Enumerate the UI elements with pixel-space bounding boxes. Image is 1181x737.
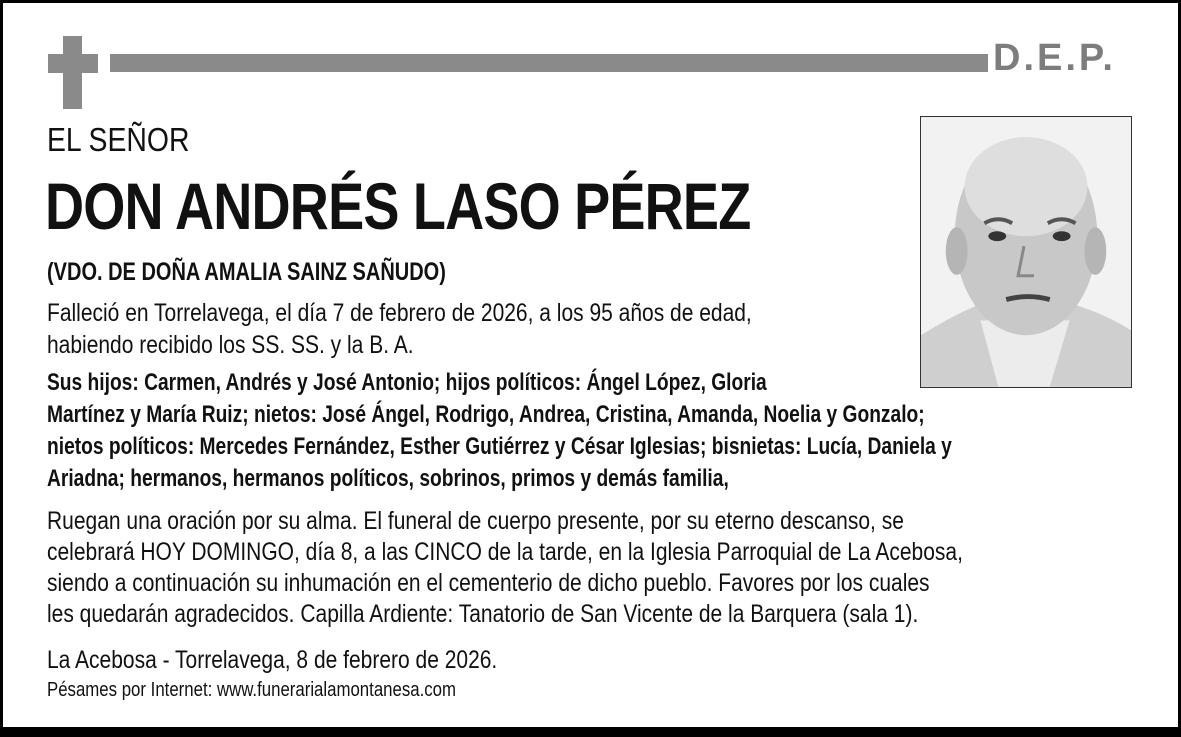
family-line: Ariadna; hermanos, hermanos políticos, sobrinos, primos y demás familia,: [47, 465, 729, 492]
family-line: Sus hijos: Carmen, Andrés y José Antonio; hijos políticos: Ángel López, Gloria: [47, 369, 767, 396]
place-date: La Acebosa - Torrelavega, 8 de febrero de 2026.: [47, 646, 498, 674]
cross-icon-arm: [48, 54, 98, 73]
header-divider-bar: [110, 54, 988, 72]
family-line: nietos políticos: Mercedes Fernández, Esther Gutiérrez y César Iglesias; bisnietas: Lucía, Daniela y: [47, 433, 952, 460]
funeral-line: celebrará HOY DOMINGO, día 8, a las CINCO de la tarde, en la Iglesia Parroquial de La Acebosa,: [47, 538, 963, 566]
deceased-name: DON ANDRÉS LASO PÉREZ: [45, 169, 751, 243]
family-line: Martínez y María Ruiz; nietos: José Ángel, Rodrigo, Andrea, Cristina, Amanda, Noelia y Gonzalo;: [47, 401, 925, 428]
title-prefix: EL SEÑOR: [47, 121, 190, 158]
condolences-link[interactable]: Pésames por Internet: www.funerarialamontanesa.com: [47, 679, 457, 701]
death-notice-line: habiendo recibido los SS. SS. y la B. A.: [47, 331, 414, 359]
funeral-line: les quedarán agradecidos. Capilla Ardiente: Tanatorio de San Vicente de la Barquera (sala 1).: [47, 600, 919, 628]
funeral-line: Ruegan una oración por su alma. El funeral de cuerpo presente, por su eterno descanso, se: [47, 507, 904, 535]
funeral-line: siendo a continuación su inhumación en el cementerio de dicho pueblo. Favores por los cuales: [47, 569, 930, 597]
widower-of: (VDO. DE DOÑA AMALIA SAINZ SAÑUDO): [47, 258, 446, 286]
dep-label: D.E.P.: [993, 37, 1116, 79]
portrait-icon: [921, 117, 1131, 387]
portrait-photo: [920, 116, 1132, 388]
death-notice-line: Falleció en Torrelavega, el día 7 de febrero de 2026, a los 95 años de edad,: [47, 299, 752, 327]
